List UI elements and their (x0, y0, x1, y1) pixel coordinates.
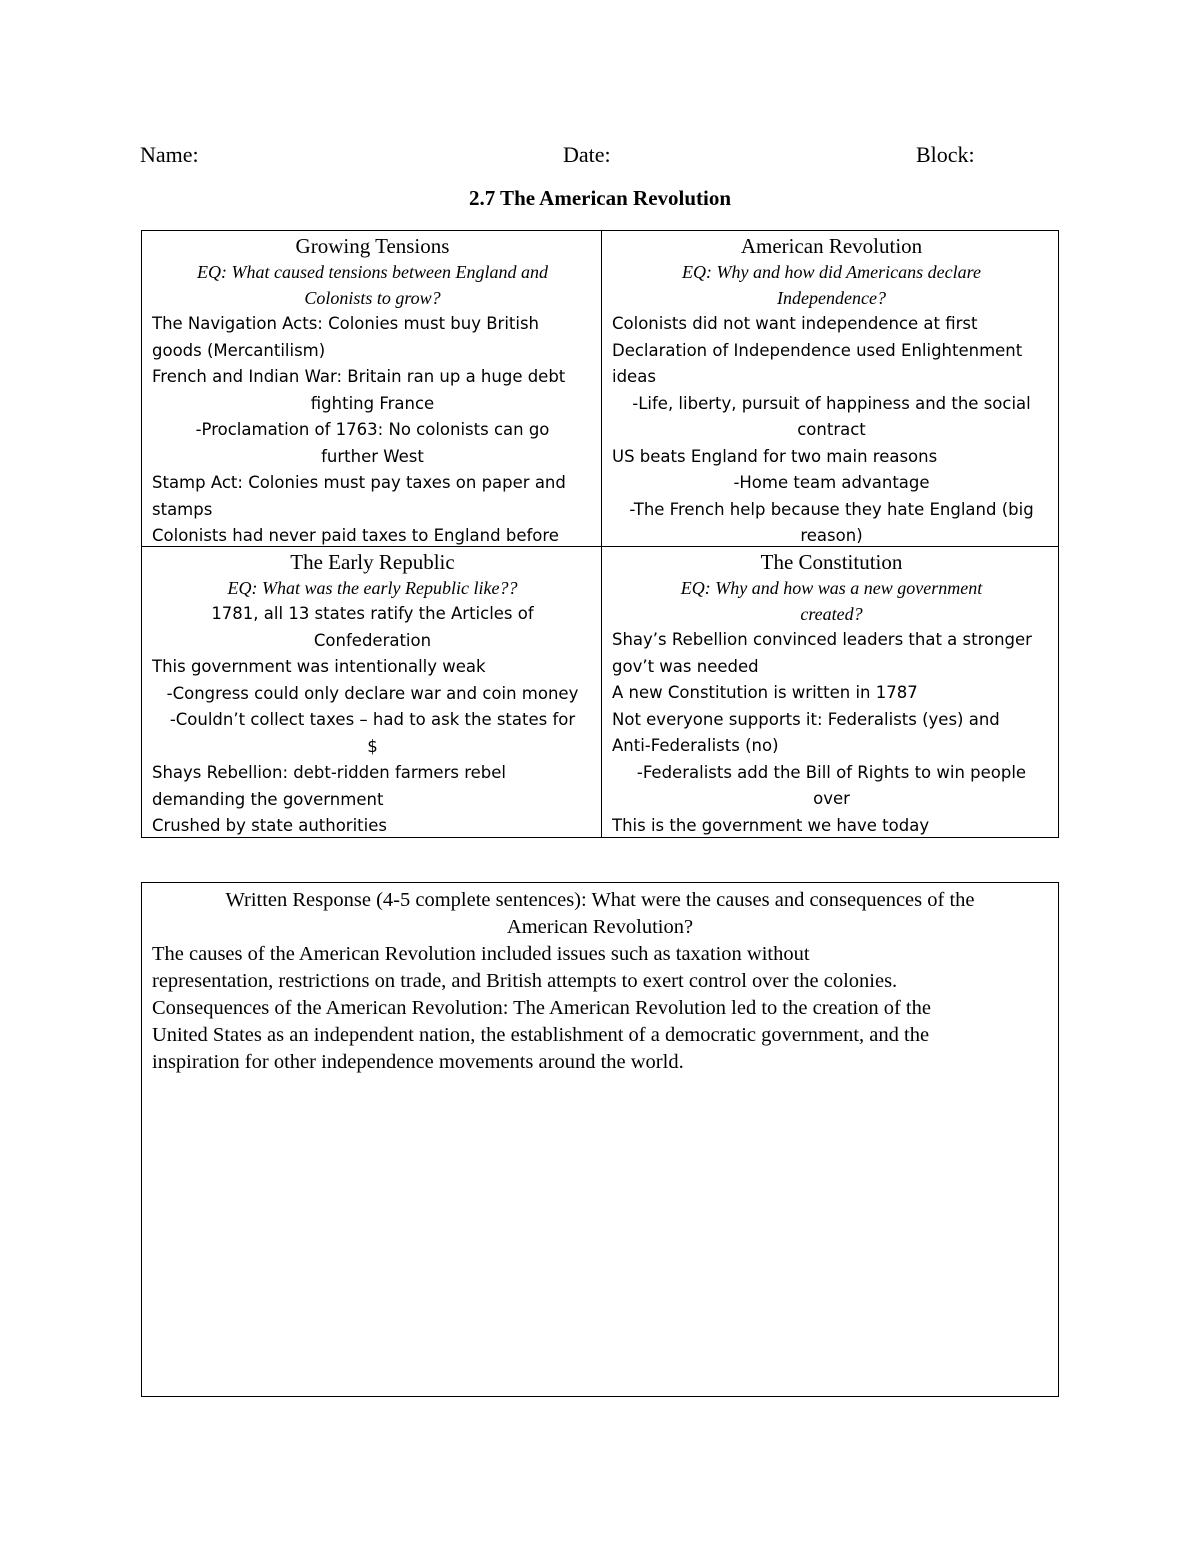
cell-early-republic (142, 547, 601, 837)
essential-question: Colonists to grow? (304, 288, 441, 308)
note-line: Anti-Federalists (no) (612, 736, 779, 755)
note-line: This is the government we have today (612, 815, 930, 835)
essential-question: EQ: What was the early Republic like?? (227, 578, 518, 598)
note-line: Crushed by state authorities (152, 816, 387, 835)
note-line: Colonists had never paid taxes to England before (152, 526, 559, 545)
header-row (140, 142, 1060, 172)
response-text-line: Consequences of the American Revolution: The American Revolution led to the creation of the (152, 997, 931, 1019)
essential-question: EQ: Why and how was a new government (680, 578, 983, 598)
note-line: The Navigation Acts: Colonies must buy British (152, 314, 540, 333)
note-line: fighting France (310, 393, 435, 413)
essential-question: EQ: What caused tensions between England and (197, 262, 548, 282)
note-line: ideas (612, 367, 656, 386)
cell-constitution (602, 547, 1059, 837)
note-line: contract (797, 420, 866, 439)
note-line: goods (Mercantilism) (152, 340, 326, 360)
note-line: -Life, liberty, pursuit of happiness and the social (632, 393, 1031, 413)
date-label: Date: (563, 142, 611, 167)
block-label: Block: (916, 142, 975, 167)
note-line: US beats England for two main reasons (612, 446, 938, 466)
response-prompt: Written Response (4-5 complete sentences): What were the causes and consequences of the (225, 889, 975, 911)
note-line: demanding the government (152, 789, 384, 809)
essential-question: created? (800, 604, 863, 624)
note-line: -Couldn’t collect taxes – had to ask the states for (169, 710, 576, 729)
note-line: over (813, 789, 850, 808)
cell-title: The Early Republic (290, 550, 455, 574)
note-line: -Congress could only declare war and coin money (166, 683, 579, 703)
page-title: 2.7 The American Revolution (468, 186, 732, 210)
response-prompt: American Revolution? (506, 916, 694, 938)
note-line: $ (367, 736, 378, 756)
note-line: This government was intentionally weak (152, 657, 486, 676)
note-line: 1781, all 13 states ratify the Articles of (211, 604, 534, 623)
cell-title: The Constitution (760, 550, 903, 574)
note-line: Colonists did not want independence at first (612, 314, 978, 333)
note-line: -The French help because they hate England (big (629, 499, 1034, 519)
note-line: A new Constitution is written in 1787 (612, 683, 918, 702)
note-line: gov’t was needed (612, 656, 759, 676)
cell-growing-tensions (142, 231, 601, 546)
cell-american-revolution (602, 231, 1059, 546)
response-text-line: The causes of the American Revolution included issues such as taxation without (152, 943, 810, 965)
note-line: -Home team advantage (733, 473, 930, 492)
note-line: Stamp Act: Colonies must pay taxes on paper and (152, 473, 566, 492)
note-line: further West (321, 446, 424, 466)
essential-question: EQ: Why and how did Americans declare (682, 262, 981, 282)
notes-grid (141, 230, 1059, 838)
response-text-line: United States as an independent nation, the establishment of a democratic government, and the (152, 1024, 930, 1046)
cell-title: Growing Tensions (295, 234, 450, 258)
essential-question: Independence? (777, 288, 886, 308)
note-line: -Federalists add the Bill of Rights to win people (636, 762, 1027, 782)
note-line: Shay’s Rebellion convinced leaders that a stronger (612, 630, 1032, 649)
note-line: Declaration of Independence used Enlightenment (612, 340, 1023, 360)
response-text-line: representation, restrictions on trade, and British attempts to exert control over the colonies. (152, 970, 898, 992)
name-label: Name: (140, 142, 199, 167)
response-text-line: inspiration for other independence movements around the world. (152, 1051, 684, 1073)
written-response-box (141, 882, 1059, 1397)
note-line: -Proclamation of 1763: No colonists can go (195, 420, 550, 439)
note-line: Confederation (313, 630, 432, 650)
note-line: stamps (152, 499, 213, 519)
note-line: Not everyone supports it: Federalists (yes) and (612, 709, 1000, 729)
note-line: reason) (800, 526, 863, 545)
note-line: Shays Rebellion: debt-ridden farmers rebel (152, 763, 506, 782)
note-line: French and Indian War: Britain ran up a huge debt (152, 367, 566, 386)
cell-title: American Revolution (740, 234, 923, 258)
